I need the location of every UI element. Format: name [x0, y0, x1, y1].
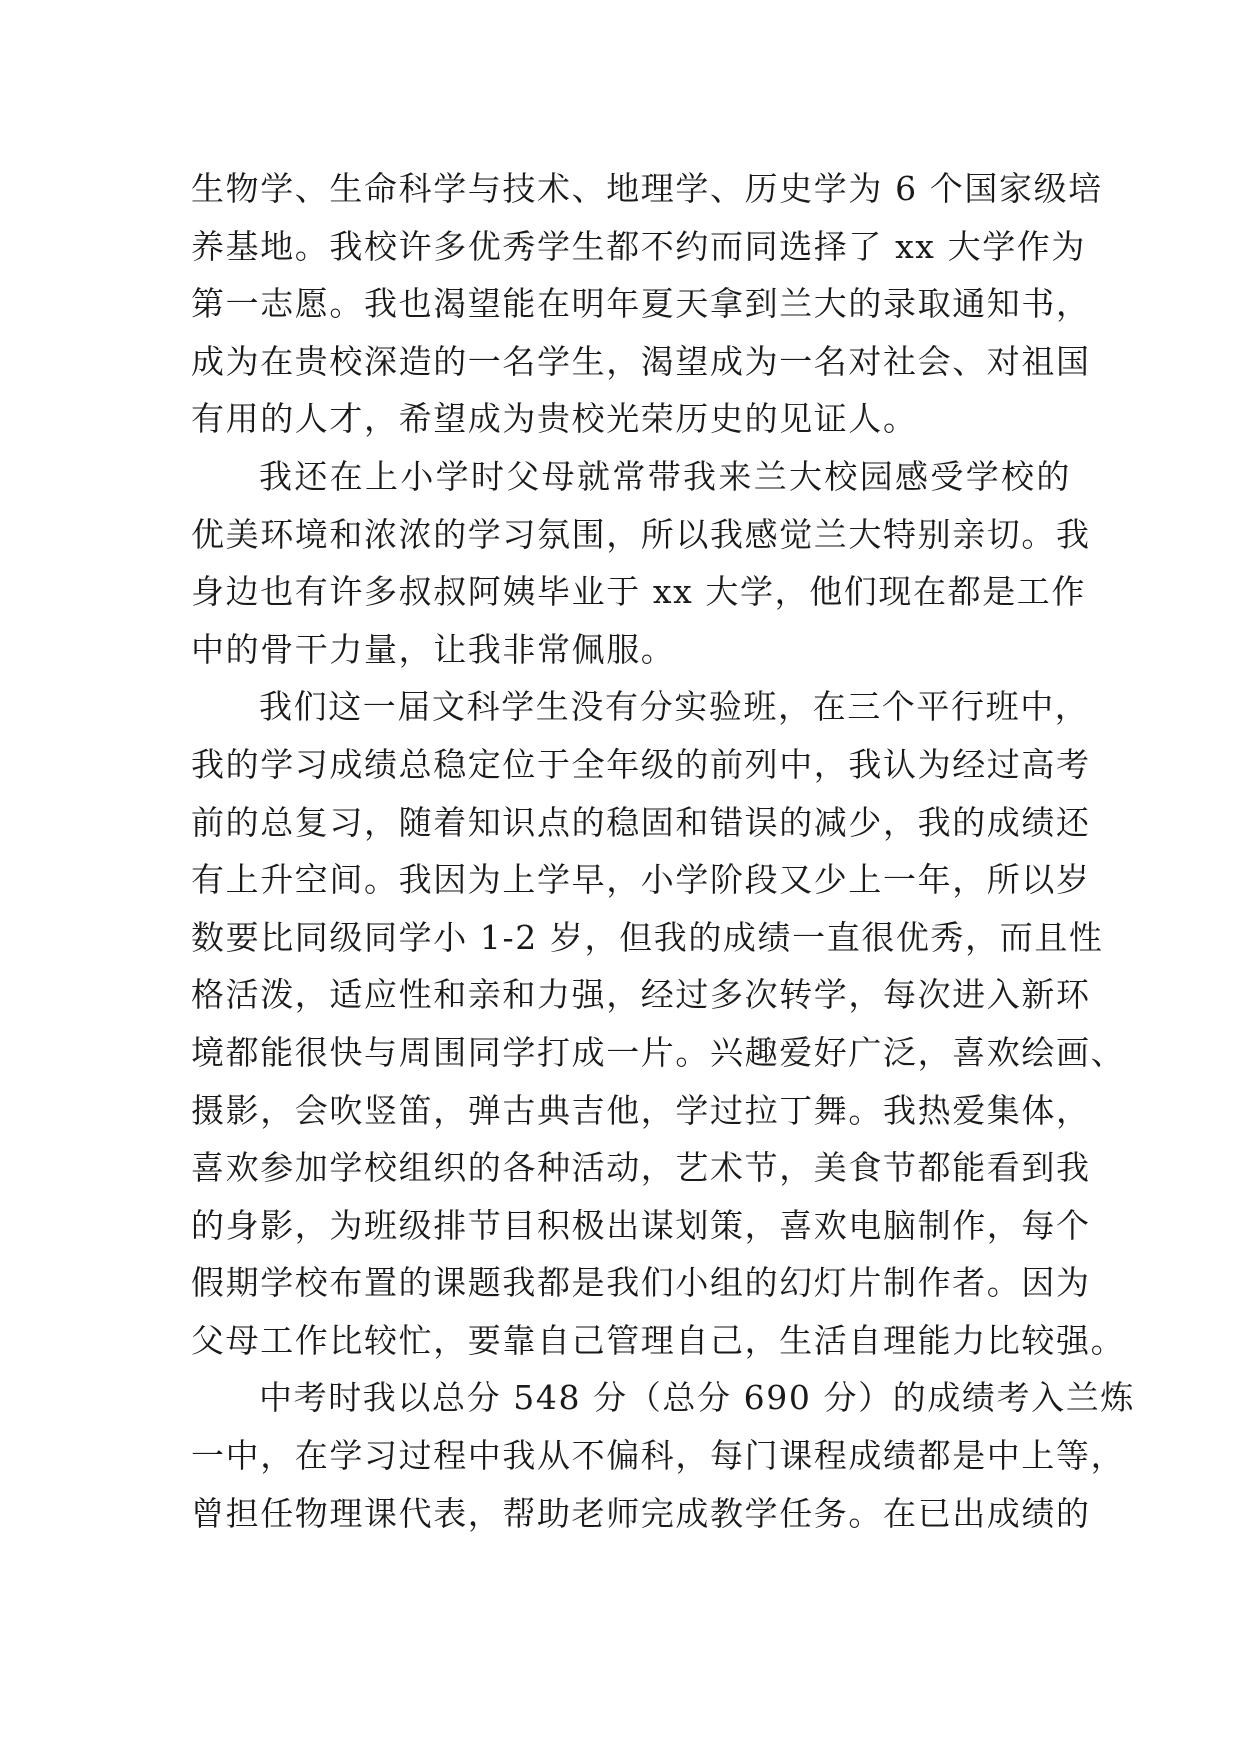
paragraph-4 — [191, 1369, 1135, 1542]
text-line: 数要比同级同学小 1-2 岁，但我的成绩一直很优秀，而且性 — [191, 917, 1104, 957]
text-line: 的身影，为班级排节目积极出谋划策，喜欢电脑制作，每个 — [191, 1205, 1091, 1245]
text-line: 优美环境和浓浓的学习氛围，所以我感觉兰大特别亲切。我 — [191, 514, 1091, 554]
text-line: 摄影，会吹竖笛，弹古典吉他，学过拉丁舞。我热爱集体， — [191, 1090, 1091, 1130]
text-line: 父母工作比较忙，要靠自己管理自己，生活自理能力比较强。 — [191, 1320, 1126, 1360]
text-line: 喜欢参加学校组织的各种活动，艺术节，美食节都能看到我 — [191, 1148, 1091, 1188]
body-text — [191, 160, 1135, 1542]
text-line: 曾担任物理课代表，帮助老师完成教学任务。在已出成绩的 — [191, 1493, 1091, 1533]
text-line: 成为在贵校深造的一名学生，渴望成为一名对社会、对祖国 — [191, 341, 1091, 381]
text-line: 我的学习成绩总稳定位于全年级的前列中，我认为经过高考 — [191, 744, 1091, 784]
paragraph-2 — [191, 448, 1091, 678]
text-line: 中考时我以总分 548 分（总分 690 分）的成绩考入兰炼 — [259, 1378, 1135, 1418]
text-line: 格活泼，适应性和亲和力强，经过多次转学，每次进入新环 — [191, 975, 1091, 1015]
text-line: 境都能很快与周围同学打成一片。兴趣爱好广泛，喜欢绘画、 — [191, 1032, 1126, 1072]
text-line: 有用的人才，希望成为贵校光荣历史的见证人。 — [191, 399, 918, 439]
text-line: 生物学、生命科学与技术、地理学、历史学为 6 个国家级培 — [191, 169, 1103, 208]
text-line: 我还在上小学时父母就常带我来兰大校园感受学校的 — [259, 456, 1071, 496]
text-line: 前的总复习，随着知识点的稳固和错误的减少，我的成绩还 — [191, 802, 1091, 842]
text-line: 养基地。我校许多优秀学生都不约而同选择了 xx 大学作为 — [191, 226, 1087, 266]
text-line: 身边也有许多叔叔阿姨毕业于 xx 大学，他们现在都是工作 — [191, 572, 1087, 612]
text-line: 我们这一届文科学生没有分实验班，在三个平行班中， — [259, 687, 1090, 727]
text-line: 第一志愿。我也渴望能在明年夏天拿到兰大的录取通知书， — [191, 284, 1091, 324]
paragraph-3 — [191, 678, 1126, 1369]
text-line: 假期学校布置的课题我都是我们小组的幻灯片制作者。因为 — [191, 1263, 1091, 1303]
text-line: 一中，在学习过程中我从不偏科，每门课程成绩都是中上等， — [191, 1436, 1126, 1476]
text-line: 中的骨干力量，让我非常佩服。 — [191, 629, 676, 669]
text-line: 有上升空间。我因为上学早，小学阶段又少上一年，所以岁 — [191, 860, 1091, 900]
paragraph-1 — [191, 160, 1103, 448]
